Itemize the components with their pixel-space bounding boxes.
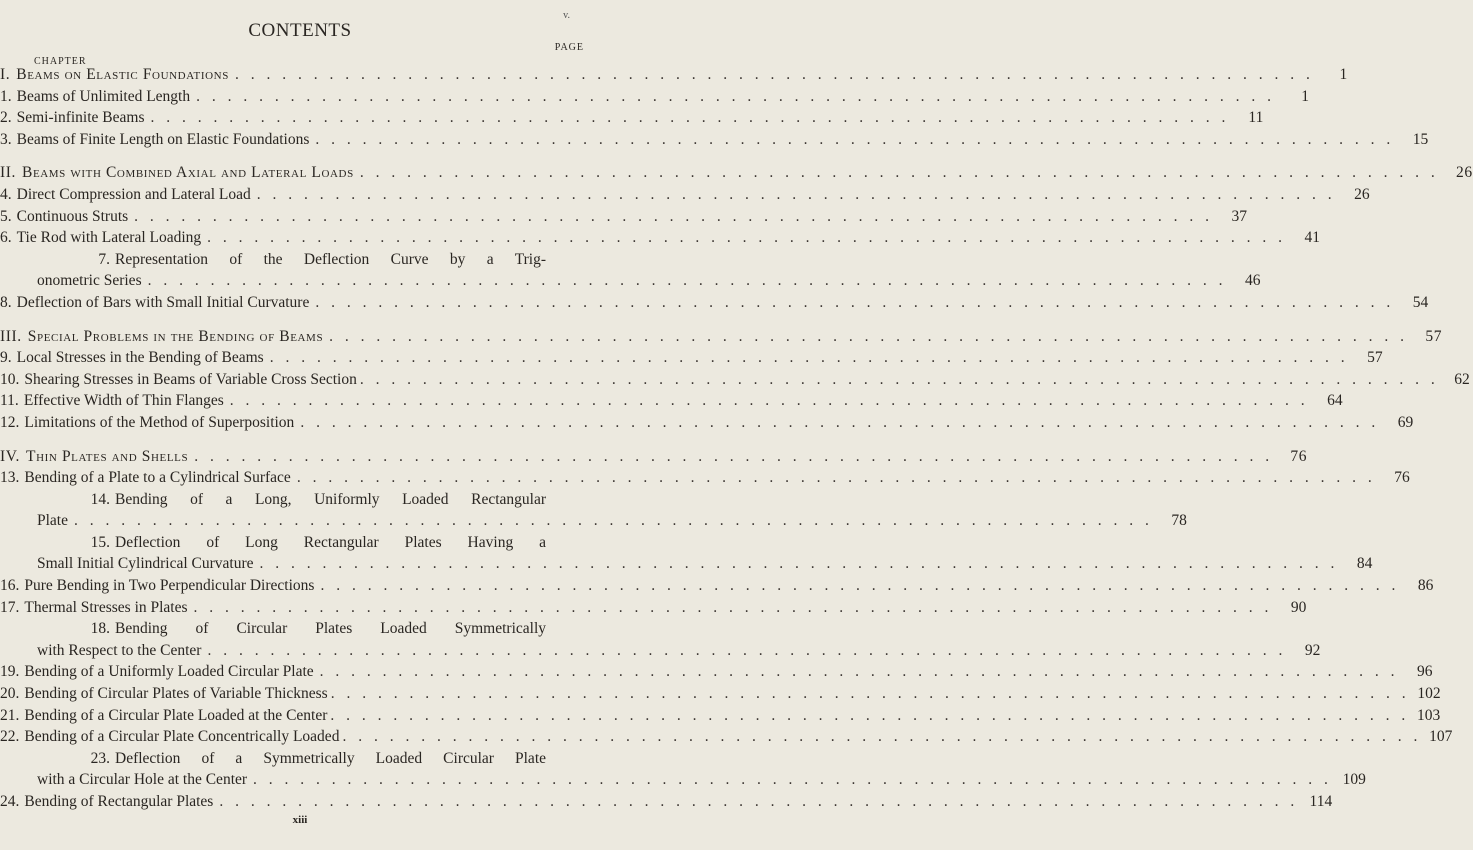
- section-title: Local Stresses in the Bending of Beams: [16, 349, 264, 367]
- section-number: 17.: [0, 598, 20, 616]
- leader-dots: [329, 328, 1408, 346]
- leader-dots: [148, 272, 1227, 290]
- toc-chapter[interactable]: [0, 66, 1348, 88]
- section-number: 9.: [0, 349, 12, 367]
- section-number: 11.: [0, 392, 19, 410]
- section-title: Bending of a Long, Uniformly Loaded Rectangular: [115, 490, 546, 508]
- section-title: Deflection of Bars with Small Initial Curvature: [16, 293, 310, 311]
- page-number: 26: [1456, 164, 1473, 182]
- chapter-number: I.: [0, 66, 11, 83]
- toc-section-continuation[interactable]: [0, 641, 1321, 664]
- toc-section[interactable]: [0, 370, 1470, 393]
- leader-dots: [219, 793, 1298, 811]
- section-title: Thermal Stresses in Plates: [24, 598, 188, 616]
- section-title: Bending of a Circular Plate Concentrically Loaded: [24, 728, 340, 746]
- section-number: 12.: [0, 413, 20, 431]
- section-title: Deflection of Long Rectangular Plates Having a: [115, 533, 546, 551]
- toc-section[interactable]: [0, 109, 1264, 131]
- page-number: 54: [1412, 293, 1429, 311]
- section-title: Bending of a Uniformly Loaded Circular Plate: [24, 663, 314, 681]
- page-number: 90: [1290, 598, 1307, 616]
- page-number: 11: [1248, 109, 1264, 127]
- toc-section[interactable]: [0, 663, 1433, 685]
- corner-mark: v.: [563, 10, 570, 21]
- toc-section[interactable]: [0, 87, 1309, 110]
- leader-dots: [194, 599, 1273, 617]
- leader-dots: [207, 642, 1286, 660]
- section-number: 16.: [0, 577, 20, 595]
- toc-section[interactable]: [0, 685, 1441, 707]
- leader-dots: [331, 685, 1410, 703]
- toc-chapter[interactable]: [0, 447, 1308, 470]
- page-column-label: PAGE: [554, 42, 584, 53]
- section-title-continued: Plate: [37, 512, 68, 530]
- section-title: Bending of Circular Plates of Variable Thickness: [24, 685, 328, 703]
- page-number: 84: [1356, 555, 1373, 573]
- section-number: 15.: [90, 533, 110, 551]
- leader-dots: [194, 448, 1273, 466]
- chapter-title: Beams with Combined Axial and Lateral Loads: [22, 164, 354, 182]
- section-number: 5.: [0, 207, 12, 225]
- section-number: 13.: [0, 469, 20, 487]
- page-number: 64: [1327, 392, 1343, 410]
- page-number: 76: [1394, 469, 1410, 487]
- section-title: Tie Rod with Lateral Loading: [16, 229, 202, 247]
- leader-dots: [134, 208, 1213, 226]
- page-number: 109: [1342, 771, 1366, 789]
- page-number: 102: [1417, 685, 1441, 703]
- section-title: Semi-infinite Beams: [16, 109, 145, 127]
- page-folio: xiii: [292, 814, 308, 826]
- leader-dots: [257, 186, 1336, 204]
- leader-dots: [297, 469, 1376, 487]
- section-number: 4.: [0, 185, 12, 203]
- leader-dots: [235, 66, 1314, 84]
- section-title: Pure Bending in Two Perpendicular Directions: [24, 577, 315, 595]
- page-number: 26: [1354, 185, 1370, 203]
- toc-section[interactable]: [0, 491, 600, 513]
- section-number: 8.: [0, 293, 12, 311]
- page-number: 78: [1171, 512, 1187, 530]
- leader-dots: [360, 371, 1439, 389]
- toc-section-continuation[interactable]: [0, 272, 1261, 294]
- leader-dots: [320, 577, 1399, 595]
- section-title-continued: Small Initial Cylindrical Curvature: [37, 555, 254, 573]
- section-number: 19.: [0, 663, 20, 681]
- section-title: Bending of Circular Plates Loaded Symmetrically: [115, 620, 546, 638]
- section-number: 3.: [0, 130, 12, 148]
- leader-dots: [320, 663, 1399, 681]
- toc-section[interactable]: [0, 793, 1333, 815]
- page-number: 92: [1304, 641, 1321, 659]
- leader-dots: [300, 414, 1379, 432]
- section-title: Beams of Finite Length on Elastic Foundations: [16, 130, 310, 148]
- chapter-title: Beams on Elastic Foundations: [16, 66, 229, 83]
- page-number: 1: [1301, 87, 1309, 105]
- section-number: 6.: [0, 229, 12, 247]
- toc-section-continuation[interactable]: [0, 555, 1373, 577]
- toc-section[interactable]: [0, 577, 1434, 599]
- section-title: Deflection of a Symmetrically Loaded Circular Plate: [115, 749, 546, 767]
- leader-dots: [207, 229, 1286, 247]
- chapter-title: Thin Plates and Shells: [26, 447, 189, 465]
- toc-section[interactable]: [0, 207, 1248, 230]
- toc-section[interactable]: [0, 392, 1343, 414]
- page-number: 41: [1304, 229, 1321, 247]
- toc-section[interactable]: [0, 229, 1321, 251]
- leader-dots: [360, 164, 1439, 182]
- section-title-continued: with Respect to the Center: [37, 641, 202, 659]
- table-of-contents: [0, 62, 1473, 815]
- section-number: 2.: [0, 109, 12, 127]
- toc-section-continuation[interactable]: [0, 512, 1187, 534]
- section-title: Bending of a Circular Plate Loaded at the Center: [24, 706, 328, 724]
- page-number: 107: [1429, 728, 1453, 746]
- leader-dots: [196, 88, 1275, 106]
- section-number: 7.: [98, 250, 110, 268]
- leader-dots: [342, 728, 1421, 746]
- page-number: 96: [1417, 663, 1433, 681]
- section-number: 20.: [0, 685, 20, 703]
- page-number: 15: [1412, 130, 1429, 148]
- page-number: 62: [1454, 370, 1470, 388]
- section-number: 23.: [90, 749, 110, 767]
- section-number: 18.: [90, 620, 110, 638]
- leader-dots: [270, 349, 1349, 367]
- page-number: 57: [1367, 349, 1383, 367]
- chapter-column-label: CHAPTER: [34, 56, 87, 67]
- section-number: 1.: [0, 87, 12, 105]
- section-title: Bending of Rectangular Plates: [24, 793, 214, 810]
- section-number: 21.: [0, 706, 20, 724]
- section-title: Effective Width of Thin Flanges: [23, 392, 224, 410]
- toc-section-continuation[interactable]: [0, 771, 1366, 793]
- leader-dots: [230, 392, 1309, 410]
- toc-section[interactable]: [0, 413, 1414, 436]
- section-title: Representation of the Deflection Curve by a Trig-: [115, 250, 546, 268]
- toc-section[interactable]: [0, 469, 1410, 491]
- section-title: Limitations of the Method of Superposition: [24, 413, 295, 431]
- leader-dots: [315, 131, 1394, 149]
- page-number: 46: [1244, 272, 1261, 290]
- chapter-number: II.: [0, 164, 16, 182]
- page-number: 76: [1290, 447, 1308, 465]
- section-title: Beams of Unlimited Length: [16, 87, 191, 105]
- section-title-continued: with a Circular Hole at the Center: [37, 771, 248, 789]
- toc-section[interactable]: [0, 185, 1370, 208]
- toc-chapter[interactable]: [0, 164, 1473, 186]
- section-title-continued: onometric Series: [37, 272, 142, 290]
- page-title: CONTENTS: [248, 20, 352, 41]
- toc-section[interactable]: [0, 251, 600, 273]
- page-number: 1: [1339, 66, 1348, 83]
- section-title: Bending of a Plate to a Cylindrical Surface: [24, 469, 291, 487]
- toc-section[interactable]: [0, 349, 1383, 371]
- toc-chapter[interactable]: [0, 327, 1443, 350]
- leader-dots: [330, 707, 1409, 725]
- section-title: Continuous Struts: [16, 207, 129, 225]
- toc-section[interactable]: [0, 620, 600, 642]
- chapter-number: IV.: [0, 447, 21, 465]
- toc-section[interactable]: [0, 534, 600, 556]
- toc-section[interactable]: [0, 130, 1429, 153]
- section-number: 10.: [0, 370, 20, 388]
- page-number: 86: [1417, 577, 1434, 595]
- chapter-number: III.: [0, 327, 22, 345]
- page-number: 103: [1417, 706, 1441, 724]
- section-title: Shearing Stresses in Beams of Variable Cross Section: [24, 370, 357, 388]
- toc-section[interactable]: [0, 750, 600, 772]
- leader-dots: [150, 109, 1229, 127]
- page-number: 114: [1309, 793, 1333, 810]
- leader-dots: [260, 555, 1339, 573]
- toc-section[interactable]: [0, 728, 1453, 750]
- toc-section[interactable]: [0, 598, 1307, 621]
- leader-dots: [315, 294, 1394, 312]
- leader-dots: [253, 771, 1332, 789]
- toc-section[interactable]: [0, 706, 1441, 729]
- section-number: 24.: [0, 793, 20, 810]
- section-title: Direct Compression and Lateral Load: [16, 185, 251, 203]
- chapter-title: Special Problems in the Bending of Beams: [27, 327, 324, 345]
- toc-section[interactable]: [0, 293, 1429, 316]
- page-number: 57: [1425, 327, 1443, 345]
- page-number: 69: [1397, 413, 1414, 431]
- page-number: 37: [1231, 207, 1248, 225]
- section-number: 22.: [0, 728, 20, 746]
- leader-dots: [74, 512, 1153, 530]
- section-number: 14.: [90, 490, 110, 508]
